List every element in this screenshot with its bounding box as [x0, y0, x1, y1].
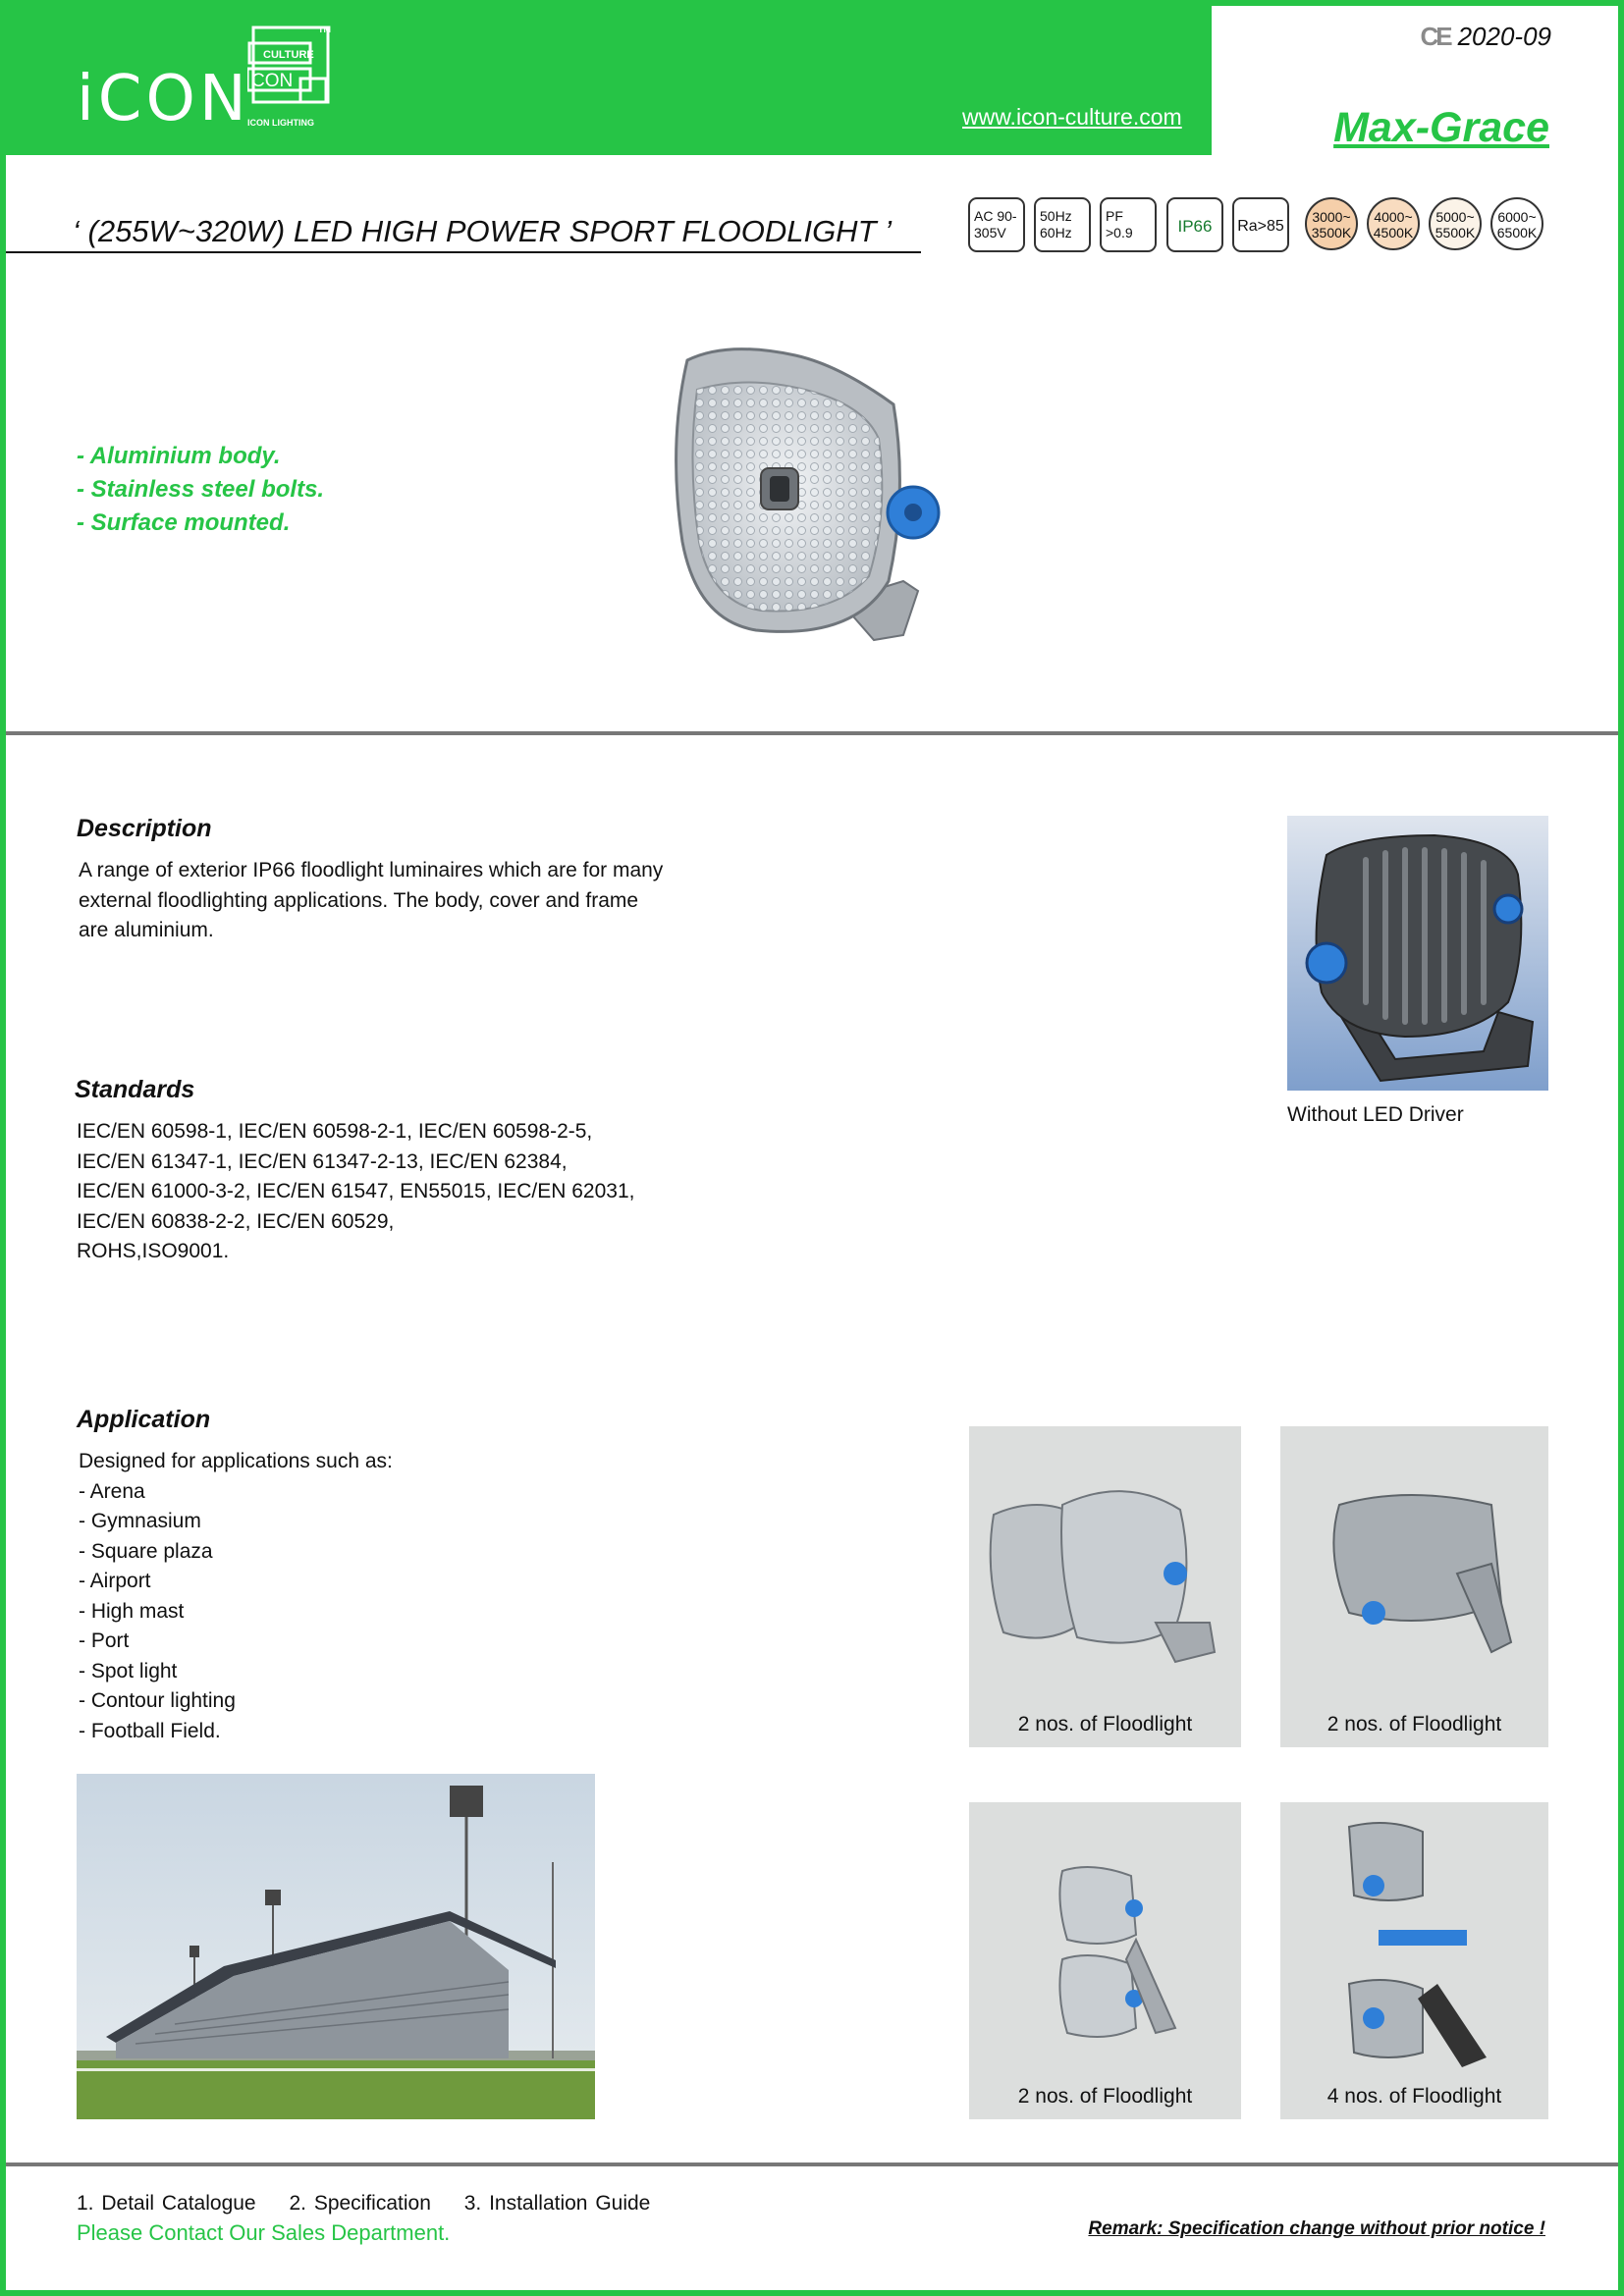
config-tile — [1280, 1802, 1548, 2119]
badge-voltage: AC 90- 305V — [968, 197, 1025, 252]
svg-text:i: i — [251, 38, 255, 54]
badge-cct-5000: 5000~ 5500K — [1429, 197, 1482, 250]
badge-cri: Ra>85 — [1232, 197, 1289, 252]
badge-frequency: 50Hz 60Hz — [1034, 197, 1091, 252]
quad-floodlight-image — [1280, 1802, 1548, 2119]
model-name: Max-Grace — [1333, 104, 1549, 151]
description-title: Description — [77, 815, 212, 842]
doc-link-installation[interactable]: 3. Installation Guide — [463, 2192, 651, 2215]
config-tile — [1280, 1426, 1548, 1747]
floodlight-rear-image — [1287, 816, 1548, 1091]
revision-date: 2020-09 — [1457, 22, 1551, 51]
feature-list — [77, 440, 324, 540]
title-underline — [6, 251, 921, 253]
badge-ip-rating: IP66 — [1166, 197, 1223, 252]
standards-text: IEC/EN 60598-1, IEC/EN 60598-2-1, IEC/EN 60598-2-5, IEC/EN 61347-1, IEC/EN 61347-2-13, IEC/EN 62384, IEC/EN 61000-3-2, IEC/EN 61547, EN55015, IEC/EN 62031, IEC/EN 60838-2-2, IEC/EN 60529, ROHS,ISO9001. — [77, 1120, 635, 1262]
stacked-floodlight-image — [969, 1802, 1241, 2119]
tile-caption: 2 nos. of Floodlight — [1017, 2085, 1193, 2108]
feature-item: - Aluminium body. — [77, 443, 281, 469]
product-title: ‘ (255W~320W) LED HIGH POWER SPORT FLOODLIGHT ’ — [73, 214, 893, 248]
ce-date — [1420, 22, 1551, 52]
badge-cct-6000: 6000~ 6500K — [1490, 197, 1543, 250]
logo-line1: CULTURE — [263, 49, 314, 61]
website-link[interactable]: www.icon-culture.com — [962, 104, 1182, 130]
double-floodlight-side-image — [1280, 1426, 1548, 1747]
brand-logo-mark — [247, 24, 346, 132]
document-list — [77, 2192, 676, 2216]
tile-caption: 4 nos. of Floodlight — [1326, 2085, 1502, 2108]
tile-caption: 2 nos. of Floodlight — [1326, 1713, 1502, 1735]
brand-logo-text: iCON — [77, 63, 250, 135]
application-list: Designed for applications such as: - Arena - Gymnasium - Square plaza - Airport - High mast - Port - Spot light - Contour lighting - Football Field. — [79, 1450, 393, 1742]
badge-power-factor: PF >0.9 — [1100, 197, 1157, 252]
contact-note: Please Contact Our Sales Department. — [77, 2220, 451, 2245]
logo-tm: TM — [318, 25, 331, 34]
doc-link-catalogue[interactable]: 1. Detail Catalogue — [77, 2192, 256, 2215]
feature-item: - Stainless steel bolts. — [77, 476, 325, 503]
section-divider — [6, 731, 1618, 735]
standards-title: Standards — [75, 1076, 195, 1103]
doc-link-specification[interactable]: 2. Specification — [289, 2192, 431, 2215]
floodlight-front-image — [668, 346, 952, 642]
badge-cct-3000: 3000~ 3500K — [1305, 197, 1358, 250]
header-band — [0, 0, 1212, 155]
application-title: Application — [77, 1406, 211, 1433]
badge-cct-4000: 4000~ 4500K — [1367, 197, 1420, 250]
stadium-photo — [77, 1774, 595, 2119]
description-text: A range of exterior IP66 floodlight luminaires which are for many external floodlighting applications. The body, cover and frame are aluminium. — [79, 859, 664, 941]
footer-divider — [6, 2163, 1618, 2166]
rear-image-caption: Without LED Driver — [1287, 1103, 1464, 1126]
config-tile — [969, 1802, 1241, 2119]
feature-item: - Surface mounted. — [77, 509, 291, 536]
tile-caption: 2 nos. of Floodlight — [1017, 1713, 1193, 1735]
config-tile — [969, 1426, 1241, 1747]
double-floodlight-image — [969, 1426, 1241, 1747]
ce-mark-icon: CE — [1420, 22, 1450, 51]
logo-line2: CON — [251, 71, 294, 91]
logo-sub: ICON LIGHTING — [247, 118, 314, 128]
remark-note: Remark: Specification change without prior notice ! — [1088, 2218, 1545, 2239]
